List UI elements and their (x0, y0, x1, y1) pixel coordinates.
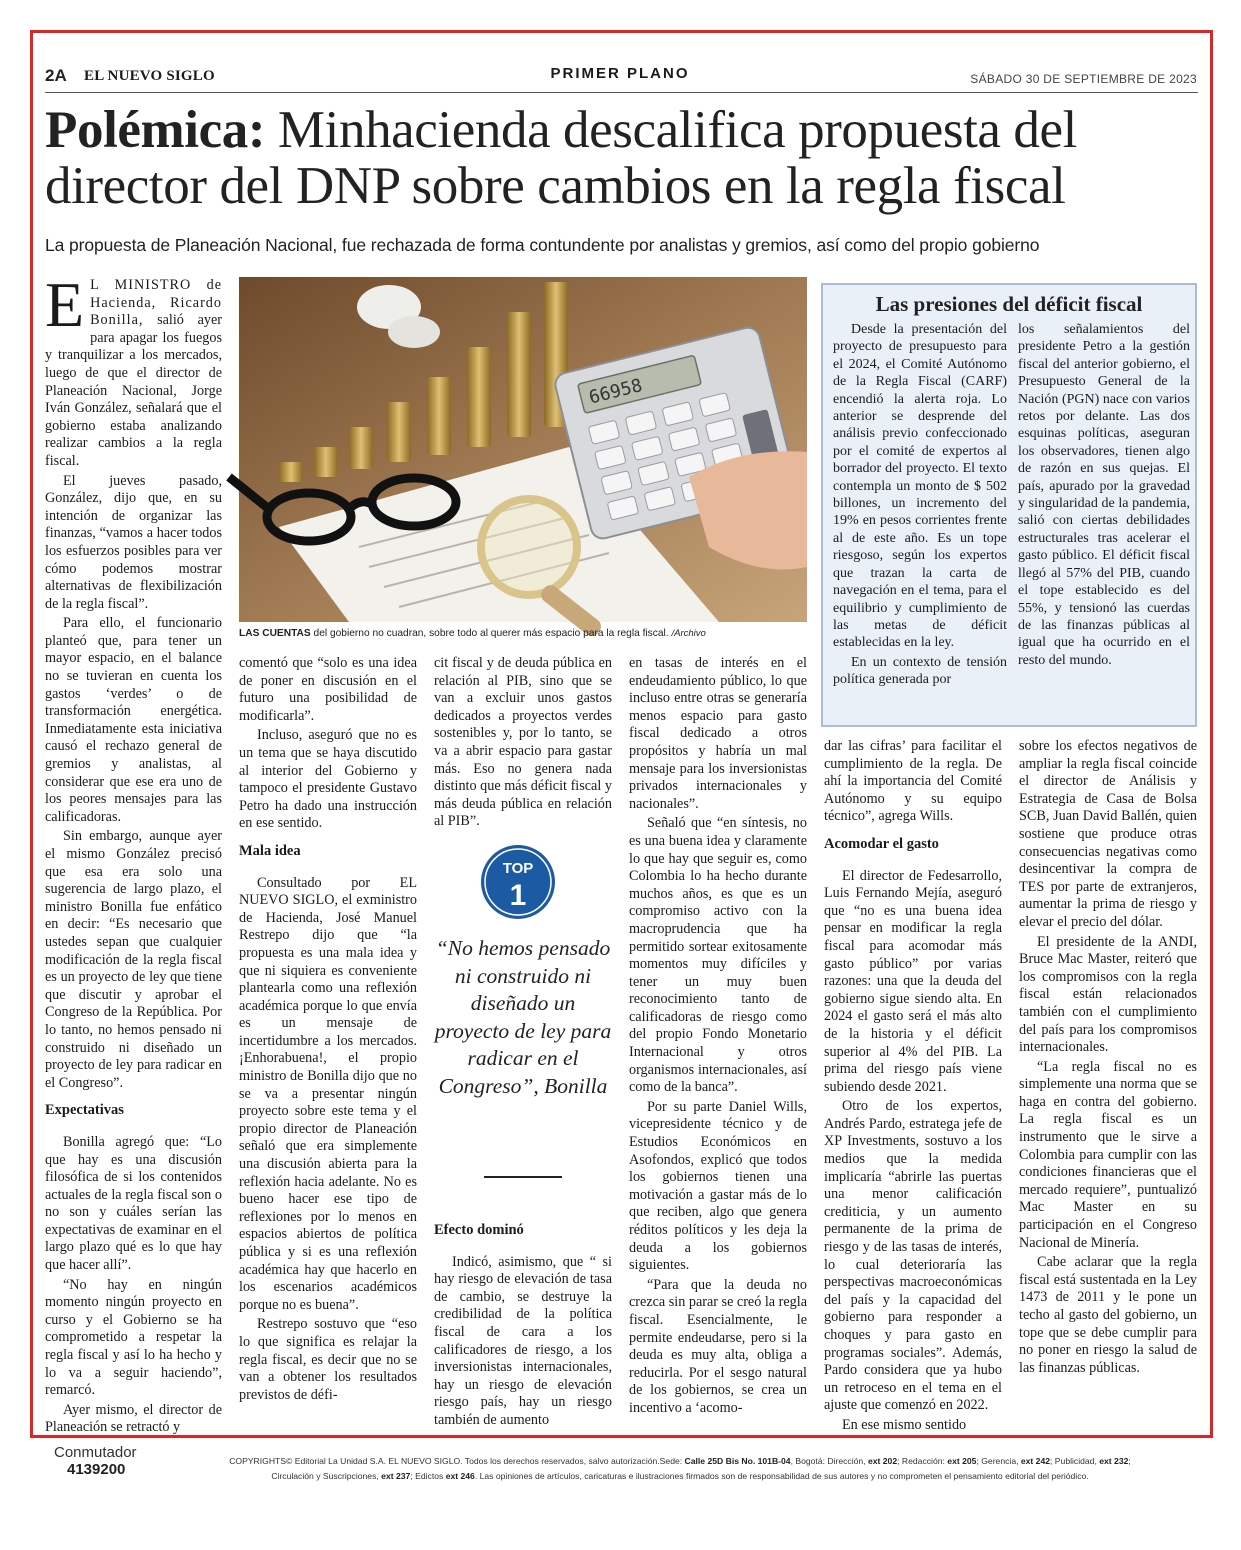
copyright-text: ; Redacción: (897, 1456, 948, 1466)
subhead-efecto-domino: Efecto dominó (434, 1222, 524, 1238)
paragraph: cit fiscal y de deuda pública en relación al PIB, sino que se van a excluir unos gastos dedicados a proyectos verdes sostenibles y, por lo tanto, se va a abrir espacio para gastar más. Eso no genera nada distinto que más déficit fiscal y más deuda pública en relación al PIB”. (434, 655, 612, 830)
paragraph: Restrepo sostuvo que “eso lo que significa es relajar la regla fiscal, es decir que no se van a obtener los resultados previstos de défi- (239, 1316, 417, 1403)
paragraph: Ayer mismo, el director de Planeación se retractó y (45, 1401, 222, 1436)
article-column-6 (1019, 738, 1197, 1417)
switchboard-label: Conmutador (54, 1444, 137, 1461)
pull-quote: “No hemos pensado ni construido ni diseñado un proyecto de ley para radicar en el Congreso”, Bonilla (434, 936, 612, 1098)
lead-caps: L MINISTRO de Hacienda, Ricardo Bonilla, (90, 277, 222, 329)
header-divider (45, 92, 1198, 93)
deck: La propuesta de Planeación Nacional, fue rechazada de forma contundente por analistas y gremios, así como del propio gobierno (45, 235, 1040, 255)
caption-lead: LAS CUENTAS (239, 628, 311, 639)
subhead-expectativas: Expectativas (45, 1102, 124, 1119)
extension: ext 246 (445, 1471, 475, 1481)
paragraph: El director de Fedesarrollo, Luis Fernando Mejía, aseguró que “no es una buena idea pensar en modificar la regla fiscal para acomodar más gasto público” por varias razones: una que la deuda del gobierno sigue siendo alta. En 2024 el gasto será el más alto de la historia y el déficit superior al 4% del PIB. La prima del riesgo país viene subiendo desde 2021. (824, 867, 1002, 1095)
issue-date: SÁBADO 30 DE SEPTIEMBRE DE 2023 (970, 72, 1197, 86)
switchboard-number: 4139200 (67, 1461, 126, 1478)
copyright-text: COPYRIGHTS© Editorial La Unidad S.A. EL NUEVO SIGLO. Todos los derechos reservados, salvo autorización.Sede: (229, 1456, 685, 1466)
lead-text: salió ayer para apagar los fuegos y tranquilizar a los mercados, luego de que el director de Planeación Nacional, Jorge Iván González, señalará que el gobierno estaba analizando realizar cambios a la regla fiscal. (45, 312, 222, 469)
calculator-display: 66958 (586, 375, 645, 409)
paragraph: Sin embargo, aunque ayer el mismo González precisó que esa era solo una sugerencia de largo plazo, el ministro Bonilla fue enfático en decir: “Es necesario que ustedes sepan que cualquier modificación de la regla fiscal es un proyecto de ley que tiene que discutir y aprobar el Congreso de la República. Por lo tanto, no hemos pensado ni construido ni diseñado un proyecto de ley para radicar en el Congreso”. (45, 828, 222, 1091)
paragraph: El presidente de la ANDI, Bruce Mac Master, reiteró que los compromisos con la regla fiscal están relacionados también con el cumplimiento del país para los compromisos internacionales. (1019, 933, 1197, 1056)
copyright-notice: COPYRIGHTS© Editorial La Unidad S.A. EL NUEVO SIGLO. Todos los derechos reservados, salvo autorización.Sede: Calle 25D Bis No. 101B-04, Bogotá: Dirección, ext 202; Redacción: ext 205; Gerencia, ext 242; Publicidad, ext 232; Circulación y Suscripciones, ext 237; Edictos ext 246. Las opiniones de artículos, caricaturas e ilustraciones firmados son de responsabilidad de sus autores y no comprometen el pensamiento editorial del periódico. (229, 1456, 1131, 1481)
paragraph: los señalamientos del presidente Petro a la gestión fiscal del anterior gobierno, el Presupuesto General de la Nación (PGN) nace con varios retos por delante. Las dos esquinas políticas, aseguran los observadores, tienen algo de razón en sus quejas. El país, apurado por la gravedad y singularidad de la pandemia, salió con ciertas debilidades estructurales tras acelerar el gasto público. El déficit fiscal llegó al 57% del PIB, cuando el tope establecido es del 55%, y tensionó las cuerdas de las finanzas públicas al igual que ha ocurrido en el resto del mundo. (1018, 322, 1190, 668)
paragraph: Indicó, asimismo, que “ si hay riesgo de elevación de tasa de cambio, se destruye la credibilidad de la política fiscal de cara a los calificadores de riesgo, a los inversionistas internacionales, hay un riesgo de elevación riesgo país, hay un riesgo también de aumento (434, 1253, 612, 1428)
paragraph: En un contexto de tensión política generada por (833, 654, 1007, 688)
headline-text: Minhacienda descalifica propuesta del director del DNP sobre cambios en la regla fiscal (45, 101, 1077, 215)
paragraph: Consultado por EL NUEVO SIGLO, el exministro de Hacienda, José Manuel Restrepo dijo que “la propuesta es una mala idea y que ni siquiera es conveniente plantearla como una reflexión académica porque lo que envía es un mensaje de incertidumbre a los mercados. ¡Enhorabuena!, el propio ministro de Bonilla dijo que no se va a presentar ningún proyecto sobre este tema y el propio director de Planeación señaló que era simplemente una discusión abierta para la reflexión hacia adelante. No es bueno hacer ese tipo de reflexiones por lo menos en espacios abiertos de política pública y si es una reflexión académica hay que hacerlo en los escenarios académicos porque no es buena”. (239, 874, 417, 1313)
paragraph: Cabe aclarar que la regla fiscal está sustentada en la Ley 1473 de 2011 y le pone un techo al gasto del gobierno, un tope que se debe cumplir para no poner en riesgo la salud de las finanzas públicas. (1019, 1254, 1197, 1376)
article-column-2 (239, 655, 417, 1417)
paragraph: En ese mismo sentido (842, 1416, 967, 1433)
drop-cap: E (45, 269, 85, 340)
article-column-5 (824, 738, 1002, 1433)
top-1-badge (479, 843, 557, 921)
caption-text: del gobierno no cuadran, sobre todo al querer más espacio para la regla fiscal. (310, 628, 669, 639)
paragraph: Incluso, aseguró que no es un tema que se haya discutido al interior del Gobierno y tampoco el presidente Gustavo Petro ha dado una instrucción en ese sentido. (239, 727, 417, 832)
paragraph: El jueves pasado, González, dijo que, en su intención de organizar las finanzas, “vamos a hacer todos los esfuerzos posibles para ver cómo podemos mostrar alternativas de flexibilización de la regla fiscal”. (45, 472, 222, 612)
photo-credit: /Archivo (671, 628, 706, 639)
page-number: 2A (45, 66, 67, 85)
paragraph: Desde la presentación del proyecto de presupuesto para el 2024, el Comité Autónomo de la Regla Fiscal (CARF) encendió la alerta roja. Lo anterior se desprende del análisis previo confeccionado por el comité de expertos al borrador del proyecto. El texto contempla un monto de $ 502 billones, un incremento del 19% en pesos corrientes frente al de este año. Es un tope riesgoso, según los expertos que trazan la carta de navegación en el tema, para el equilibrio y cumplimiento de las metas de déficit establecidas en la ley. (833, 322, 1007, 651)
quote-divider (484, 1176, 562, 1178)
headline (45, 102, 1205, 214)
paragraph: “No hay en ningún momento ningún proyecto en curso y el Gobierno se ha comprometido a respetar la regla fiscal y así lo ha hecho y lo va a seguir haciendo”, remarcó. (45, 1276, 222, 1399)
paragraph: “La regla fiscal no es simplemente una norma que se haga en contra del gobierno. La regla fiscal es un instrumento que le sirve a Colombia para cumplir con las condiciones financieras que el mercado requiere”, puntualizó Mac Master en su participación en el Congreso Nacional de Minería. (1019, 1058, 1197, 1251)
extension: ext 202 (867, 1456, 898, 1466)
extension: ext 232 (1099, 1456, 1129, 1466)
copyright-text: , Bogotá: Dirección, (790, 1456, 868, 1466)
paragraph: Para ello, el funcionario planteó que, para tener un mayor espacio, en el balance no se tuvieran en cuenta los gastos ‘verdes’ o de transformación energética. Inmediatamente esta iniciativa causó el rechazo general de gremios y analistas, al considerar que ese era uno de los peores mensajes para las calificadoras. (45, 615, 222, 825)
paragraph: Otro de los expertos, Andrés Pardo, estratega jefe de XP Investments, sostuvo a los medios que la medida implicaría “abrirle las puertas una menor calificación crediticia, y un aumento permanente de la prima de riesgo y de las tasas de interés, lo cual deterioraría las perspectivas macroeconómicas del país y la capacidad del gobierno para responder a choques y para gasto en programas sociales”. Además, Pardo considera que ya hubo un retroceso en el tema en el ajuste que comenzó en 2022. (824, 1098, 1002, 1414)
paragraph: Bonilla agregó que: “Lo que hay es una discusión filosófica de si los contenidos actuales de la regla fiscal son o no son y cuáles serían las expectativas de examinar en el largo plazo qué es lo que hay que hacer allí”. (45, 1133, 222, 1274)
article-column-3-lower (434, 1212, 612, 1428)
extension: ext 237 (381, 1471, 411, 1481)
subhead-acomodar-el-gasto: Acomodar el gasto (824, 835, 939, 852)
headline-kicker: Polémica: (45, 101, 266, 159)
subhead-mala-idea: Mala idea (239, 842, 301, 859)
article-photo (239, 277, 807, 622)
article-column-4 (629, 655, 807, 1417)
paragraph: en tasas de interés en el endeudamiento público, lo que incluso entre otras se generaría menos espacio para gasto fiscal dedicado a otros propósitos y habría un mal mensaje para los inversionistas privados internacionales y nacionales”. (629, 655, 807, 812)
badge-number: 1 (509, 879, 527, 912)
section-title: PRIMER PLANO (550, 65, 690, 82)
paragraph: Señaló que “en síntesis, no es una buena idea y claramente lo que hay que seguir es, como Colombia lo ha hecho durante muchos años, es que es un compromiso activo con la macroprudencia que ha permitido sortear exitosamente momentos muy difíciles y tener un muy buen reconocimiento tanto de calificadoras de riesgo como del propio Fondo Monetario Internacional y otros organismos internacionales, así como de la banca”. (629, 815, 807, 1096)
copyright-text: ; Gerencia, (976, 1456, 1021, 1466)
article-column-3 (434, 655, 612, 830)
article-column-1 (45, 269, 222, 1436)
sidebar-title: Las presiones del déficit fiscal (875, 292, 1143, 316)
paragraph: dar las cifras’ para facilitar el cumplimiento de la regla. De ahí la importancia del Comité Autónomo y su equipo técnico”, agrega Wills. (824, 738, 1002, 825)
badge-top: TOP (502, 860, 534, 877)
extension: ext 205 (947, 1456, 977, 1466)
copyright-text: ; Edictos (410, 1471, 446, 1481)
copyright-text: . Las opiniones de artículos, caricaturas e ilustraciones firmados son de responsabilidad de sus autores y no comprometen el pensamiento editorial del periódico. (474, 1471, 1089, 1481)
paragraph: comentó que “solo es una idea de poner en discusión en el futuro una posibilidad de modificarla”. (239, 655, 417, 724)
lead-paragraph (45, 269, 222, 471)
address: Calle 25D Bis No. 101B-04 (684, 1456, 791, 1466)
sidebar-column-2 (1018, 321, 1190, 721)
calculator-coins-illustration (239, 277, 807, 622)
paragraph: “Para que la deuda no crezca sin parar se creó la regla fiscal. Esencialmente, le permite endeudarse, pero si la deuda es muy alta, obliga a reducirla. Por el sesgo natural de los gobiernos, se crea un incentivo a ‘acomo- (629, 1276, 808, 1416)
copyright-text: ; Publicidad, (1050, 1456, 1100, 1466)
photo-caption (239, 627, 807, 640)
sidebar-column-1 (833, 321, 1007, 721)
extension: ext 242 (1020, 1456, 1051, 1466)
paragraph: sobre los efectos negativos de ampliar la regla fiscal coincide el director de Análisis y Estrategia de Casa de Bolsa SCB, Juan David Ballén, quien sostiene que produce otras consecuencias negativas como desincentivar la compra de TES por parte de extranjeros, aumentar la prima de riesgo y elevar el precio del dólar. (1019, 738, 1197, 930)
newspaper-name: EL NUEVO SIGLO (84, 68, 215, 84)
copyright-text: Circulación y Suscripciones, (271, 1471, 382, 1481)
paragraph: Por su parte Daniel Wills, vicepresidente técnico y de Estudios Económicos en Asofondos, explicó que todos los gobiernos tienen una motivación a gastar más de lo que reciben, algo que genera réditos políticos y les deja la deuda a los gobiernos siguientes. (629, 1098, 807, 1274)
